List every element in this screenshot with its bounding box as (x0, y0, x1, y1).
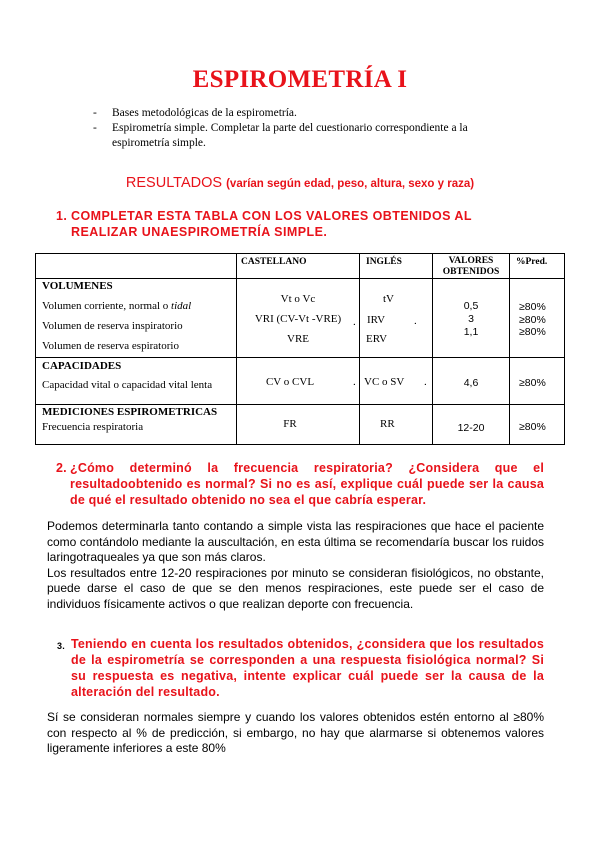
castellano-vt: Vt o Vc (280, 293, 316, 305)
answer-2 (47, 519, 544, 612)
question-text: Teniendo en cuenta los resultados obtenidos, ¿considera que los resultados de la espirometría se corresponden a una respuesta fisiológica normal? Si su respuesta es negativa, intente explicar cuál puede ser la causa de la alteración del resultado. (71, 637, 544, 699)
results-heading (0, 175, 600, 191)
row-label-tidal (42, 300, 191, 313)
section-mediciones: MEDICIONES ESPIROMETRICAS (42, 406, 218, 418)
results-note: (varían según edad, peso, altura, sexo y raza) (226, 178, 475, 190)
header-ingles: INGLÉS (366, 257, 402, 267)
dot-mark: . (424, 376, 427, 388)
pred-vre: ≥80% (519, 326, 546, 338)
question-number: 2. (56, 461, 67, 475)
section-volumenes: VOLUMENES (42, 280, 113, 292)
pred-vt: ≥80% (519, 301, 546, 313)
ingles-rr: RR (380, 418, 395, 430)
dash-marker: - (93, 107, 97, 119)
question-number: 3. (57, 641, 65, 651)
header-pred: %Pred. (516, 257, 548, 267)
pred-vri: ≥80% (519, 314, 546, 326)
pred-fr: ≥80% (519, 421, 546, 433)
castellano-fr: FR (283, 418, 297, 430)
results-title: RESULTADOS (125, 175, 223, 191)
dot-mark: . (353, 376, 356, 388)
ingles-vc: VC o SV (364, 376, 405, 388)
header-valores: VALORES OBTENIDOS (442, 256, 500, 277)
row-label-italic: tidal (171, 300, 192, 312)
pred-cv: ≥80% (519, 377, 546, 389)
question-2 (56, 460, 544, 508)
valor-fr: 12-20 (457, 422, 485, 434)
castellano-vre: VRE (287, 333, 309, 345)
valor-cv: 4,6 (463, 377, 479, 389)
castellano-vri: VRI (CV-Vt -VRE) (254, 313, 342, 325)
valor-vt: 0,5 (463, 300, 479, 312)
valor-vre: 1,1 (463, 326, 479, 338)
row-label-vri: Volumen de reserva inspiratorio (42, 320, 183, 332)
ingles-tv: tV (383, 293, 394, 305)
answer-paragraph: Sí se consideran normales siempre y cuando los valores obtenidos estén entorno al ≥80% con respecto al % de predicción, si embargo, no hay que alarmarse si obtenemos valores ligeramente inferiores a este 80% (47, 710, 544, 755)
question-1 (56, 208, 516, 240)
ingles-erv: ERV (366, 333, 388, 345)
document-title: ESPIROMETRÍA I (192, 66, 408, 93)
bullet-list (93, 106, 513, 151)
dot-mark: . (414, 315, 417, 327)
question-text: COMPLETAR ESTA TABLA CON LOS VALORES OBTENIDOS AL REALIZAR UNAESPIROMETRÍA SIMPLE. (71, 209, 472, 239)
answer-paragraph: Podemos determinarla tanto contando a simple vista las respiraciones que hace el paciente como contándolo mediante la auscultación, en esta última se recomendaría buscar los ruidos laringotraqueales ya que son más claros. (47, 519, 544, 564)
header-castellano: CASTELLANO (241, 257, 307, 267)
row-label-vre: Volumen de reserva espiratorio (42, 340, 179, 352)
question-3 (57, 636, 544, 700)
bullet-item (93, 106, 513, 121)
spirometry-table (35, 253, 565, 445)
bullet-item (93, 121, 513, 151)
answer-3 (47, 710, 544, 757)
bullet-text: Espirometría simple. Completar la parte del cuestionario correspondiente a la espirometría simple. (112, 122, 468, 149)
section-capacidades: CAPACIDADES (42, 360, 122, 372)
answer-paragraph: Los resultados entre 12-20 respiraciones por minuto se consideran fisiológicos, no obstante, puede darse el caso de que se den menos respiraciones, este puede ser el caso de individuos físicamente activos o que realizan deporte con frecuencia. (47, 565, 544, 611)
row-label-text: Volumen corriente, normal o (42, 300, 172, 312)
ingles-irv: IRV (367, 314, 386, 326)
row-label-cv: Capacidad vital o capacidad vital lenta (42, 379, 213, 391)
bullet-text: Bases metodológicas de la espirometría. (112, 107, 297, 119)
castellano-cv: CV o CVL (265, 376, 315, 388)
valor-vri: 3 (468, 313, 474, 325)
dot-mark: . (353, 316, 356, 328)
row-label-fr: Frecuencia respiratoria (42, 421, 144, 433)
dash-marker: - (93, 122, 97, 134)
question-number: 1. (56, 209, 68, 223)
question-text: ¿Cómo determinó la frecuencia respiratoria? ¿Considera que el resultadoobtenido es normal? Si no es así, explique cuál puede ser la causa de qué el resultado obtenido no sea el que cabría esperar. (70, 461, 544, 507)
